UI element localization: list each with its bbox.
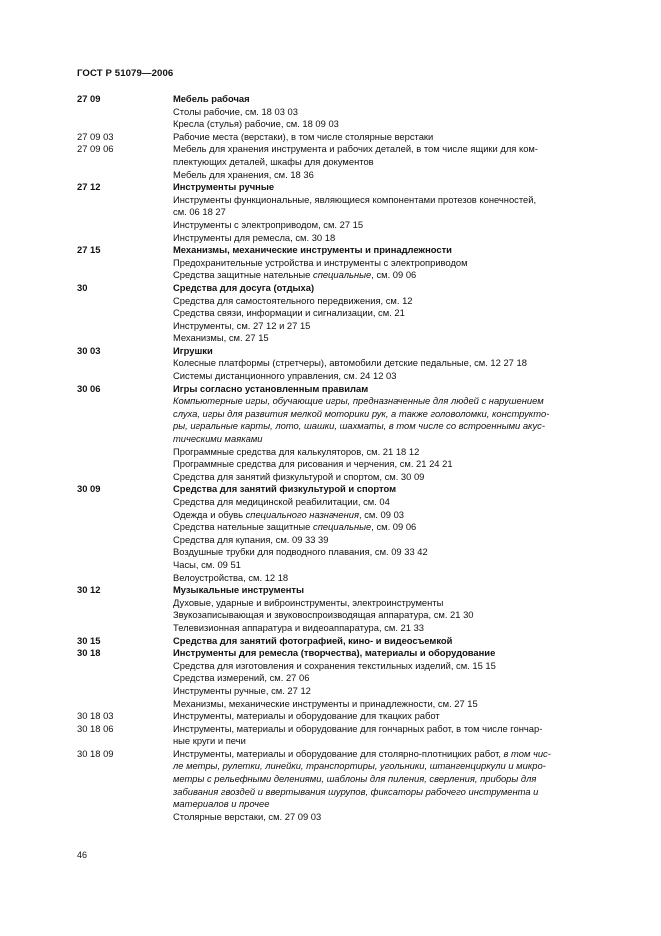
classification-entry xyxy=(77,345,617,383)
entry-line xyxy=(173,672,617,685)
classification-entry xyxy=(77,748,617,824)
entry-body xyxy=(173,584,617,634)
entry-line xyxy=(173,597,617,610)
document-header: ГОСТ Р 51079—2006 xyxy=(77,68,174,79)
entry-code: 30 06 xyxy=(77,382,101,394)
text-segment: Музыкальные инструменты xyxy=(173,584,305,596)
text-segment: Инструменты с электроприводом, см. 27 15 xyxy=(173,218,364,230)
text-segment: см. 06 18 27 xyxy=(173,206,226,218)
text-segment: Инструменты функциональные, являющиеся компонентами протезов конечностей, xyxy=(173,193,537,205)
text-segment: Инструменты, материалы и оборудование для ткацких работ xyxy=(173,710,440,722)
entry-body xyxy=(173,244,617,282)
entry-body xyxy=(173,282,617,345)
text-segment: Средства измерений, см. 27 06 xyxy=(173,672,310,684)
text-segment: Системы дистанционного управления, см. 24 12 03 xyxy=(173,370,397,382)
text-segment: , см. 09 06 xyxy=(371,521,417,533)
text-segment: ры, игральные карты, лото, шашки, шахматы, в том числе со встроенными акус- xyxy=(173,420,545,432)
text-segment: , см. 09 03 xyxy=(359,508,405,520)
classification-entry xyxy=(77,710,617,723)
entry-code: 27 09 03 xyxy=(77,130,114,142)
entry-body xyxy=(173,635,617,648)
text-segment: Средства для купания, см. 09 33 39 xyxy=(173,533,329,545)
entry-line xyxy=(173,206,617,219)
text-segment: Средства для самостоятельного передвижения, см. 12 xyxy=(173,294,413,306)
entry-line xyxy=(173,509,617,522)
text-segment: Игры согласно установленным правилам xyxy=(173,382,369,394)
entry-heading xyxy=(173,383,617,396)
text-segment: Компьютерные игры, обучающие игры, предназначенные для людей с нарушением xyxy=(173,395,544,407)
entry-line xyxy=(173,118,617,131)
entry-line xyxy=(173,433,617,446)
entry-heading xyxy=(173,93,617,106)
text-segment: Звукозаписывающая и звуковоспроизводящая аппаратура, см. 21 30 xyxy=(173,609,474,621)
text-segment: Средства для досуга (отдыха) xyxy=(173,281,315,293)
entry-line xyxy=(173,559,617,572)
text-segment: Инструменты ручные, см. 27 12 xyxy=(173,684,311,696)
entry-heading xyxy=(173,483,617,496)
text-segment: Духовые, ударные и виброинструменты, электроинструменты xyxy=(173,596,444,608)
text-segment: Велоустройства, см. 12 18 xyxy=(173,571,289,583)
text-segment: плектующих деталей, шкафы для документов xyxy=(173,155,374,167)
text-segment: Средства для занятий физкультурой и спортом, см. 30 09 xyxy=(173,470,425,482)
text-segment: Инструменты, материалы и оборудование для гончарных работ, в том числе гончар- xyxy=(173,722,543,734)
text-segment: Инструменты для ремесла (творчества), материалы и оборудование xyxy=(173,647,496,659)
text-segment: специального назначения xyxy=(245,508,359,520)
entry-code: 30 03 xyxy=(77,344,101,356)
entry-line xyxy=(173,370,617,383)
entry-line xyxy=(173,534,617,547)
entry-line xyxy=(173,798,617,811)
entry-body xyxy=(173,131,617,144)
text-segment: Столы рабочие, см. 18 03 03 xyxy=(173,105,298,117)
entry-line xyxy=(173,685,617,698)
entry-line xyxy=(173,446,617,459)
entry-line xyxy=(173,269,617,282)
entry-heading xyxy=(173,647,617,660)
entry-line xyxy=(173,622,617,635)
entry-line xyxy=(173,698,617,711)
text-segment: специальные xyxy=(313,269,372,281)
classification-entry xyxy=(77,131,617,144)
text-segment: Средства для занятий фотографией, кино- и видеосъемкой xyxy=(173,634,453,646)
entry-line xyxy=(173,546,617,559)
entry-code: 27 09 06 xyxy=(77,143,114,155)
text-segment: Инструменты, материалы и оборудование для столярно-плотницких работ, xyxy=(173,747,504,759)
entry-line xyxy=(173,257,617,270)
entry-code: 30 18 xyxy=(77,647,101,659)
entry-heading xyxy=(173,282,617,295)
text-segment: Средства для занятий физкультурой и спортом xyxy=(173,483,397,495)
text-segment: Программные средства для рисования и черчения, см. 21 24 21 xyxy=(173,458,453,470)
entry-body xyxy=(173,345,617,383)
entry-line xyxy=(173,395,617,408)
classification-entry xyxy=(77,635,617,648)
text-segment: Средства для изготовления и сохранения текстильных изделий, см. 15 15 xyxy=(173,659,496,671)
classification-entry xyxy=(77,181,617,244)
text-segment: Столярные верстаки, см. 27 09 03 xyxy=(173,810,322,822)
entry-line xyxy=(173,106,617,119)
entry-body xyxy=(173,143,617,181)
text-segment: Телевизионная аппаратура и видеоаппаратура, см. 21 33 xyxy=(173,621,424,633)
entry-line xyxy=(173,169,617,182)
entry-line xyxy=(173,748,617,761)
entry-line xyxy=(173,408,617,421)
text-segment: Средства связи, информации и сигнализации, см. 21 xyxy=(173,307,405,319)
entry-line xyxy=(173,295,617,308)
text-segment: специальные xyxy=(313,521,372,533)
entry-line xyxy=(173,357,617,370)
entry-code: 30 xyxy=(77,281,88,293)
entry-heading xyxy=(173,181,617,194)
classification-entries xyxy=(77,93,617,823)
text-segment: Часы, см. 09 51 xyxy=(173,558,241,570)
text-segment: материалов и прочее xyxy=(173,798,270,810)
entry-line xyxy=(173,332,617,345)
text-segment: тическими маяками xyxy=(173,433,263,445)
entry-line xyxy=(173,572,617,585)
entry-heading xyxy=(173,584,617,597)
entry-code: 30 15 xyxy=(77,634,101,646)
text-segment: Механизмы, см. 27 15 xyxy=(173,332,269,344)
entry-code: 27 15 xyxy=(77,244,101,256)
entry-body xyxy=(173,647,617,710)
entry-line xyxy=(173,458,617,471)
classification-entry xyxy=(77,483,617,584)
entry-line xyxy=(173,471,617,484)
entry-heading xyxy=(173,244,617,257)
classification-entry xyxy=(77,282,617,345)
entry-line xyxy=(173,131,617,144)
text-segment: Инструменты для ремесла, см. 30 18 xyxy=(173,231,336,243)
text-segment: Механизмы, механические инструменты и принадлежности, см. 27 15 xyxy=(173,697,478,709)
entry-line xyxy=(173,521,617,534)
text-segment: ле метры, рулетки, линейки, транспортиры, угольники, штангенциркули и микро- xyxy=(173,760,546,772)
text-segment: Предохранительные устройства и инструменты с электроприводом xyxy=(173,256,468,268)
entry-line xyxy=(173,773,617,786)
entry-heading xyxy=(173,635,617,648)
classification-entry xyxy=(77,383,617,484)
entry-line xyxy=(173,232,617,245)
text-segment: Колесные платформы (стретчеры), автомобили детские педальные, см. 12 27 18 xyxy=(173,357,527,369)
text-segment: Игрушки xyxy=(173,344,213,356)
entry-code: 27 12 xyxy=(77,181,101,193)
entry-line xyxy=(173,760,617,773)
classification-entry xyxy=(77,143,617,181)
entry-code: 27 09 xyxy=(77,93,101,104)
text-segment: забивания гвоздей и ввертывания шурупов, фиксаторы рабочего инструмента и xyxy=(173,785,539,797)
text-segment: Инструменты, см. 27 12 и 27 15 xyxy=(173,319,311,331)
classification-entry xyxy=(77,723,617,748)
classification-entry xyxy=(77,647,617,710)
text-segment: Инструменты ручные xyxy=(173,181,275,193)
text-segment: слуха, игры для развития мелкой моторики рук, а также головоломки, конструкто- xyxy=(173,407,550,419)
text-segment: , см. 09 06 xyxy=(371,269,417,281)
entry-line xyxy=(173,735,617,748)
entry-code: 30 09 xyxy=(77,483,101,495)
text-segment: Мебель для хранения инструмента и рабочих деталей, в том числе ящики для ком- xyxy=(173,143,538,155)
text-segment: Кресла (стулья) рабочие, см. 18 09 03 xyxy=(173,118,339,130)
entry-line xyxy=(173,143,617,156)
text-segment: Одежда и обувь xyxy=(173,508,246,520)
entry-line xyxy=(173,307,617,320)
entry-line xyxy=(173,609,617,622)
text-segment: в том чис- xyxy=(503,747,551,759)
entry-line xyxy=(173,320,617,333)
entry-line xyxy=(173,710,617,723)
text-segment: Механизмы, механические инструменты и принадлежности xyxy=(173,244,452,256)
entry-heading xyxy=(173,345,617,358)
page-number: 46 xyxy=(77,850,88,860)
entry-line xyxy=(173,219,617,232)
classification-entry xyxy=(77,93,617,131)
text-segment: метры с рельефными делениями, шаблоны для пиления, сверления, приборы для xyxy=(173,773,537,785)
entry-line xyxy=(173,723,617,736)
entry-line xyxy=(173,660,617,673)
entry-body xyxy=(173,483,617,584)
entry-body xyxy=(173,748,617,824)
text-segment: Средства для медицинской реабилитации, см. 04 xyxy=(173,496,390,507)
entry-code: 30 18 06 xyxy=(77,722,114,734)
entry-line xyxy=(173,811,617,824)
text-segment: Средства нательные защитные xyxy=(173,521,313,533)
entry-body xyxy=(173,710,617,723)
entry-line xyxy=(173,194,617,207)
text-segment: Рабочие места (верстаки), в том числе столярные верстаки xyxy=(173,130,434,142)
entry-body xyxy=(173,723,617,748)
entry-body xyxy=(173,181,617,244)
entry-line xyxy=(173,786,617,799)
entry-line xyxy=(173,156,617,169)
entry-body xyxy=(173,93,617,131)
text-segment: ные круги и печи xyxy=(173,735,246,747)
text-segment: Мебель рабочая xyxy=(173,93,250,104)
entry-code: 30 12 xyxy=(77,584,101,596)
classification-entry xyxy=(77,584,617,634)
entry-line xyxy=(173,496,617,509)
entry-body xyxy=(173,383,617,484)
text-segment: Программные средства для калькуляторов, см. 21 18 12 xyxy=(173,445,420,457)
classification-entry xyxy=(77,244,617,282)
text-segment: Мебель для хранения, см. 18 36 xyxy=(173,168,314,180)
text-segment: Воздушные трубки для подводного плавания, см. 09 33 42 xyxy=(173,546,428,558)
text-segment: Средства защитные нательные xyxy=(173,269,313,281)
entry-code: 30 18 09 xyxy=(77,747,114,759)
entry-code: 30 18 03 xyxy=(77,710,114,722)
entry-line xyxy=(173,420,617,433)
